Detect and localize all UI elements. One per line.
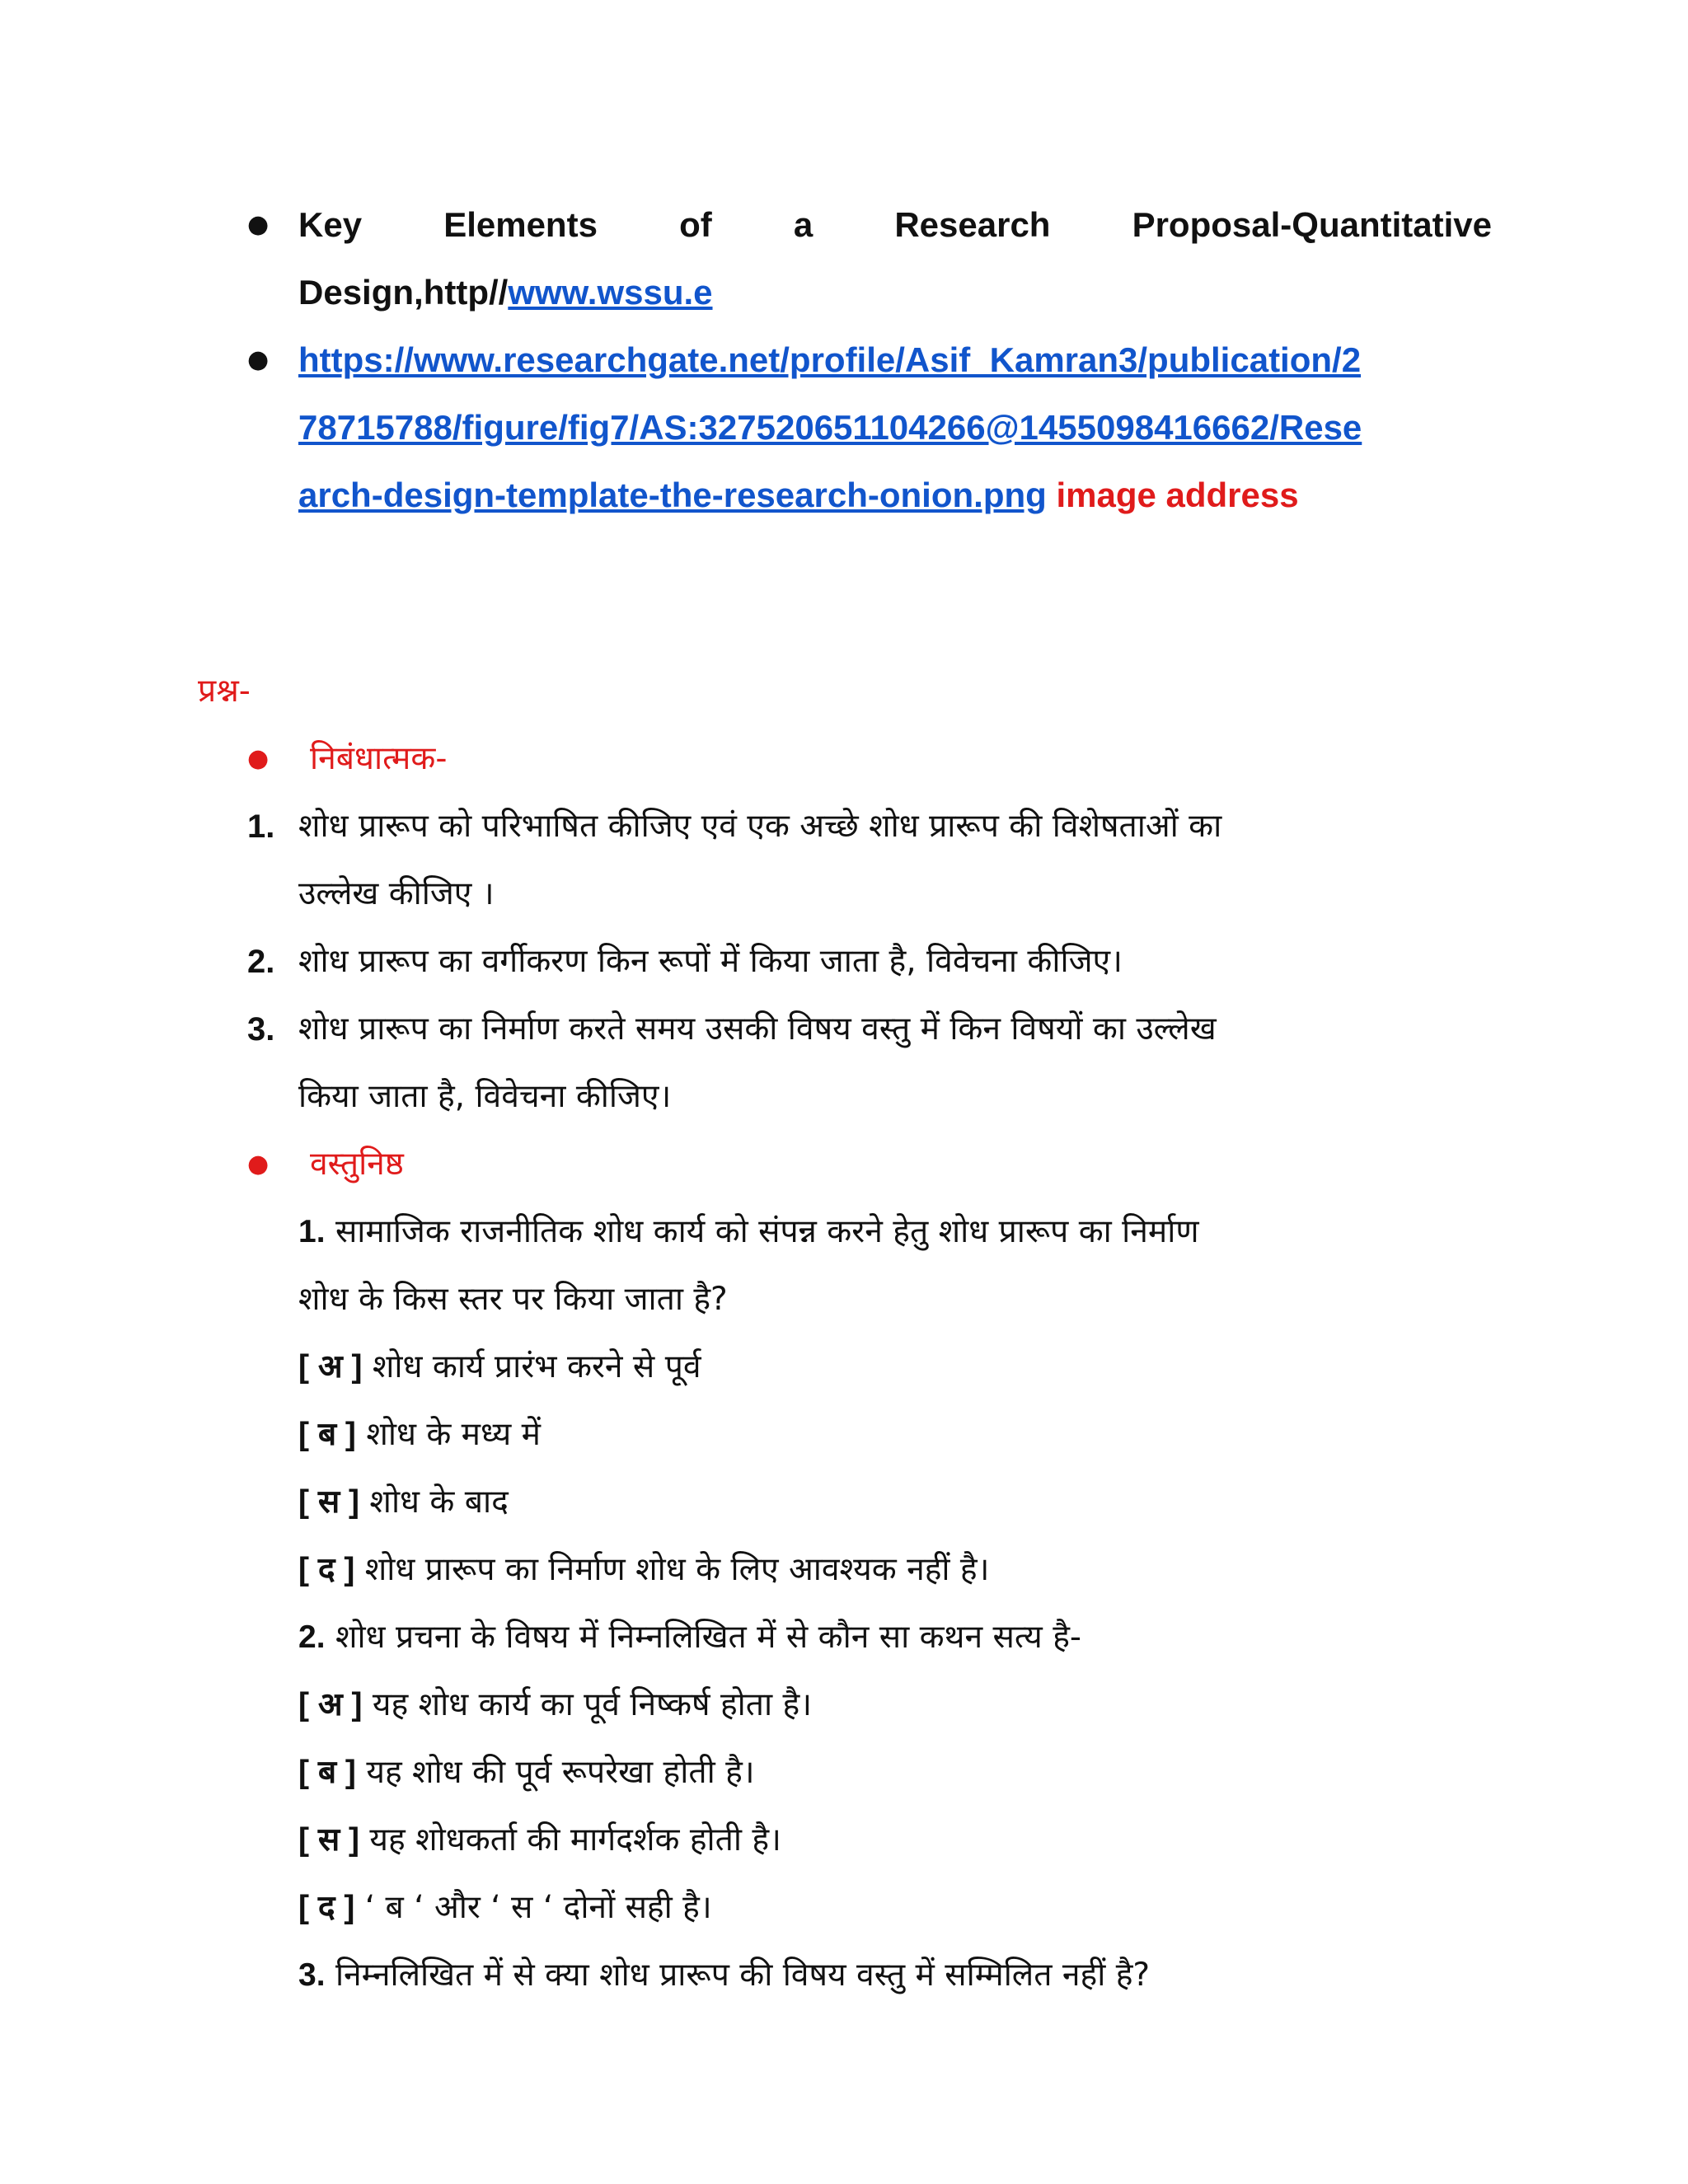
reference-2-line-1 (298, 326, 1492, 394)
option-item (298, 1671, 1493, 1739)
objective-heading-text: वस्तुनिष्ठ (310, 1146, 404, 1183)
option-item (298, 1469, 1493, 1536)
reference-item-2 (247, 326, 1492, 529)
reference-list (247, 191, 1492, 529)
objective-question-1 (247, 1198, 1493, 1604)
bullet-icon: ● (247, 345, 270, 374)
reference-2-line-3 (298, 462, 1492, 529)
option-label: [ स ] (298, 1484, 360, 1520)
ref-word: Proposal-Quantitative (1132, 205, 1492, 244)
option-label: [ ब ] (298, 1417, 356, 1452)
ref-word: Key (298, 205, 363, 244)
objective-question-3 (247, 1942, 1493, 2009)
option-item (298, 1739, 1493, 1807)
essay-question-2 (247, 928, 1493, 996)
essay-heading (247, 725, 1493, 793)
question-number: 2. (298, 1619, 326, 1655)
option-item (298, 1536, 1493, 1604)
question-number: 1. (247, 808, 275, 845)
reference-1-line-2 (298, 259, 1492, 326)
option-label: [ द ] (298, 1890, 355, 1925)
question-number: 1. (298, 1214, 326, 1249)
option-label: [ द ] (298, 1552, 355, 1587)
question-text: शोध प्रारूप का वर्गीकरण किन रूपों में किया जाता है, विवेचना कीजिए। (298, 943, 1123, 980)
reference-link-researchgate[interactable]: arch-design-template-the-research-onion.png (298, 476, 1047, 514)
ref-prefix: Design,http// (298, 273, 509, 312)
question-text (298, 1604, 1493, 1671)
question-text: किया जाता है, विवेचना कीजिए। (298, 1078, 672, 1115)
option-text: शोध कार्य प्रारंभ करने से पूर्व (372, 1348, 701, 1385)
option-text: शोध के बाद (369, 1483, 509, 1521)
option-text: शोध प्रारूप का निर्माण शोध के लिए आवश्यक नहीं है। (364, 1551, 990, 1588)
essay-question-3 (247, 996, 1493, 1131)
bullet-icon: ● (247, 210, 270, 239)
bullet-icon: ● (247, 744, 270, 773)
option-text: यह शोध कार्य का पूर्व निष्कर्ष होता है। (372, 1686, 812, 1723)
reference-item-1 (247, 191, 1492, 326)
ref-word: Research (894, 205, 1051, 244)
ref-word: Elements (443, 205, 598, 244)
option-item (298, 1401, 1493, 1469)
essay-question-1 (247, 793, 1493, 928)
option-text: यह शोध की पूर्व रूपरेखा होती है। (366, 1754, 755, 1791)
reference-link-wssu[interactable]: www.wssu.e (508, 273, 713, 312)
reference-link-researchgate[interactable]: https://www.researchgate.net/profile/Asif_Kamran3/publication/2 (298, 340, 1362, 379)
question-line: निम्नलिखित में से क्या शोध प्रारूप की विषय वस्तु में सम्मिलित नहीं है? (335, 1957, 1151, 1994)
question-line: सामाजिक राजनीतिक शोध कार्य को संपन्न करने हेतु शोध प्रारूप का निर्माण (335, 1213, 1199, 1250)
image-address-label: image address (1056, 476, 1299, 514)
question-text: शोध प्रारूप का निर्माण करते समय उसकी विषय वस्तु में किन विषयों का उल्लेख (298, 1010, 1217, 1047)
question-text (298, 1198, 1493, 1266)
question-text: उल्लेख कीजिए । (298, 875, 495, 912)
option-label: [ ब ] (298, 1755, 356, 1790)
question-text: शोध प्रारूप को परिभाषित कीजिए एवं एक अच्छे शोध प्रारूप की विशेषताओं का (298, 808, 1222, 845)
option-text: शोध के मध्य में (366, 1416, 542, 1453)
objective-question-2 (247, 1604, 1493, 1942)
ref-word: of (679, 205, 712, 244)
questions-heading: प्रश्न- (198, 673, 251, 710)
ref-word: a (793, 205, 814, 244)
reference-2-line-2 (298, 394, 1492, 462)
objective-heading (247, 1131, 1493, 1198)
question-number: 3. (298, 1957, 326, 1993)
option-item (298, 1333, 1493, 1401)
question-number: 2. (247, 944, 275, 980)
question-number: 3. (247, 1011, 275, 1047)
question-text: शोध के किस स्तर पर किया जाता है? (298, 1281, 728, 1318)
question-text (298, 1942, 1493, 2009)
essay-section (247, 725, 1493, 2009)
option-label: [ स ] (298, 1822, 360, 1858)
option-item (298, 1874, 1493, 1942)
reference-1-line-1 (298, 191, 1492, 259)
reference-link-researchgate[interactable]: 78715788/figure/fig7/AS:327520651104266@1455098416662/Rese (298, 408, 1362, 447)
option-label: [ अ ] (298, 1687, 363, 1722)
essay-heading-text: निबंधात्मक- (310, 740, 448, 777)
option-item (298, 1807, 1493, 1874)
option-text: यह शोधकर्ता की मार्गदर्शक होती है। (369, 1821, 781, 1858)
option-label: [ अ ] (298, 1349, 363, 1385)
option-text: ‘ ब ‘ और ‘ स ‘ दोनों सही है। (364, 1889, 712, 1926)
bullet-icon: ● (247, 1150, 270, 1179)
question-line: शोध प्रचना के विषय में निम्नलिखित में से कौन सा कथन सत्य है- (335, 1619, 1081, 1656)
